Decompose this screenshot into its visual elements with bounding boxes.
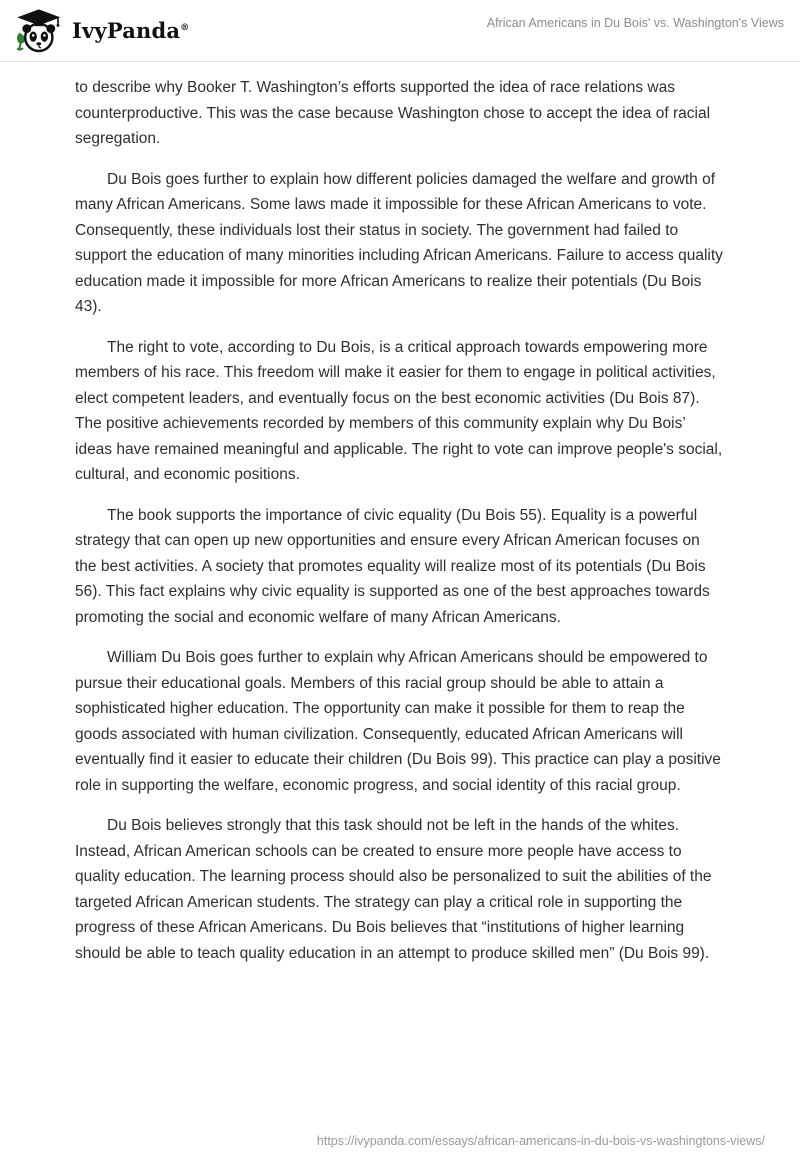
panda-graduation-cap-icon	[14, 7, 62, 55]
essay-paragraph: Du Bois goes further to explain how different policies damaged the welfare and growth of many African Americans. Some laws made it impossible for these African Americans to vote. Consequently, these individuals lost their status in society. The government had failed to support the education of many minorities including African Americans. Failure to access quality education made it impossible for more African Americans to realize their potentials (Du Bois 43).	[75, 170, 723, 315]
essay-paragraph: William Du Bois goes further to explain why African Americans should be empowered to pursue their educational goals. Members of this racial group should be able to attain a sophisticated higher education. The opportunity can make it possible for them to reap the goods associated with human civilization. Consequently, educated African Americans will eventually find it easier to educate their children (Du Bois 99). This practice can play a positive role in supporting the welfare, economic progress, and social identity of this racial group.	[75, 649, 721, 794]
essay-body	[0, 62, 800, 966]
brand-text: IvyPanda	[72, 18, 181, 43]
brand-logo	[14, 7, 189, 55]
essay-paragraph: Du Bois believes strongly that this task should not be left in the hands of the whites. Instead, African American schools can be created to ensure more people have access to quality education. The learning process should also be personalized to suit the abilities of the targeted African American students. The strategy can play a critical role in supporting the progress of these African Americans. Du Bois believes that “institutions of higher learning should be able to teach quality education in an attempt to produce skilled men” (Du Bois 99).	[75, 817, 712, 962]
document-title: African Americans in Du Bois' vs. Washington's Views	[486, 16, 784, 30]
essay-paragraph: The book supports the importance of civic equality (Du Bois 55). Equality is a powerful strategy that can open up new opportunities and ensure every African American focuses on the best activities. A society that promotes equality will realize most of its potentials (Du Bois 56). This fact explains why civic equality is supported as one of the best approaches towards promoting the social and economic welfare of many African Americans.	[75, 506, 710, 626]
essay-paragraph: The right to vote, according to Du Bois, is a critical approach towards empowering more members of his race. This freedom will make it easier for them to engage in political activities, elect competent leaders, and eventually focus on the best economic activities (Du Bois 87). The positive achievements recorded by members of this community explain why Du Bois’ ideas have remained meaningful and applicable. The right to vote can improve people's social, cultural, and economic positions.	[75, 338, 723, 483]
page-header	[0, 0, 800, 62]
registered-mark: ®	[180, 23, 190, 33]
essay-paragraph: to describe why Booker T. Washington’s efforts supported the idea of race relations was counterproductive. This was the case because Washington chose to accept the idea of racial segregation.	[75, 79, 711, 147]
source-url: https://ivypanda.com/essays/african-americans-in-du-bois-vs-washingtons-views/	[316, 1134, 765, 1148]
brand-name	[72, 18, 189, 43]
